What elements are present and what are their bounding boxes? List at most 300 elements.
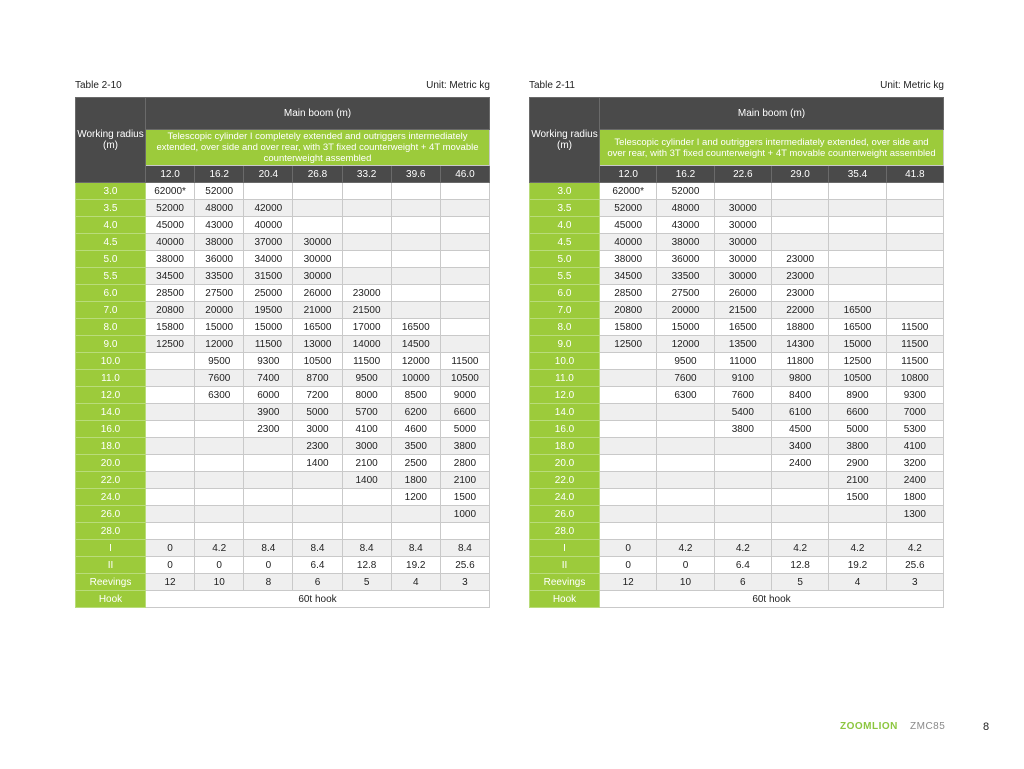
capacity-cell: 12500: [600, 336, 657, 353]
capacity-cell: 37000: [244, 234, 293, 251]
capacity-cell: [657, 523, 714, 540]
capacity-cell: [440, 285, 489, 302]
capacity-cell: 40000: [244, 217, 293, 234]
capacity-cell: 16500: [829, 319, 886, 336]
capacity-cell: 0: [195, 557, 244, 574]
capacity-cell: 38000: [600, 251, 657, 268]
caption-row: [75, 80, 490, 97]
capacity-cell: [440, 251, 489, 268]
capacity-cell: 8.4: [342, 540, 391, 557]
table-row: [530, 370, 944, 387]
capacity-cell: 43000: [657, 217, 714, 234]
table-row: [76, 353, 490, 370]
radius-cell: 9.0: [530, 336, 600, 353]
capacity-cell: 31500: [244, 268, 293, 285]
capacity-cell: 2100: [829, 472, 886, 489]
boom-length-header: 29.0: [771, 166, 828, 183]
radius-cell: 5.5: [530, 268, 600, 285]
capacity-cell: 3000: [293, 421, 342, 438]
capacity-cell: 1500: [829, 489, 886, 506]
capacity-cell: 52000: [657, 183, 714, 200]
capacity-cell: 1400: [293, 455, 342, 472]
capacity-cell: 20000: [657, 302, 714, 319]
capacity-cell: 8500: [391, 387, 440, 404]
capacity-cell: 2300: [244, 421, 293, 438]
boom-length-header: 12.0: [146, 166, 195, 183]
capacity-cell: 30000: [714, 251, 771, 268]
capacity-cell: 12000: [391, 353, 440, 370]
capacity-cell: [195, 421, 244, 438]
capacity-cell: [391, 285, 440, 302]
capacity-cell: 0: [146, 540, 195, 557]
table-row: [530, 421, 944, 438]
capacity-cell: [440, 523, 489, 540]
capacity-cell: [886, 523, 943, 540]
capacity-cell: 6300: [657, 387, 714, 404]
capacity-cell: 11500: [886, 319, 943, 336]
capacity-cell: [195, 438, 244, 455]
radius-cell: 7.0: [76, 302, 146, 319]
table-row: [76, 370, 490, 387]
capacity-cell: [600, 472, 657, 489]
capacity-cell: 30000: [293, 268, 342, 285]
capacity-cell: 1500: [440, 489, 489, 506]
capacity-cell: 23000: [771, 251, 828, 268]
capacity-cell: 10000: [391, 370, 440, 387]
capacity-cell: 42000: [244, 200, 293, 217]
table-row: [76, 557, 490, 574]
capacity-cell: 7000: [886, 404, 943, 421]
capacity-cell: 26000: [293, 285, 342, 302]
capacity-cell: [342, 251, 391, 268]
capacity-cell: 33500: [195, 268, 244, 285]
capacity-cell: 4.2: [657, 540, 714, 557]
capacity-cell: 30000: [293, 251, 342, 268]
capacity-cell: 10: [195, 574, 244, 591]
table-row: [76, 404, 490, 421]
table-row: [76, 319, 490, 336]
radius-cell: 26.0: [76, 506, 146, 523]
capacity-cell: 8: [244, 574, 293, 591]
capacity-cell: [293, 183, 342, 200]
capacity-cell: 15000: [244, 319, 293, 336]
capacity-cell: 7600: [714, 387, 771, 404]
capacity-cell: [600, 404, 657, 421]
capacity-cell: 9300: [886, 387, 943, 404]
table-row: [530, 353, 944, 370]
capacity-cell: [886, 217, 943, 234]
capacity-cell: 7400: [244, 370, 293, 387]
capacity-cell: 13500: [714, 336, 771, 353]
capacity-cell: [829, 251, 886, 268]
capacity-cell: 0: [244, 557, 293, 574]
boom-length-header: 46.0: [440, 166, 489, 183]
capacity-cell: [244, 472, 293, 489]
table-row: [76, 472, 490, 489]
capacity-cell: [195, 455, 244, 472]
capacity-cell: 20000: [195, 302, 244, 319]
radius-cell: 28.0: [530, 523, 600, 540]
capacity-cell: [771, 217, 828, 234]
capacity-cell: [714, 472, 771, 489]
page-footer: [0, 721, 1024, 737]
table-row: [530, 574, 944, 591]
table-row: [530, 540, 944, 557]
capacity-cell: [146, 455, 195, 472]
radius-cell: 16.0: [530, 421, 600, 438]
capacity-cell: 2300: [293, 438, 342, 455]
capacity-cell: 34000: [244, 251, 293, 268]
capacity-cell: 15000: [829, 336, 886, 353]
capacity-cell: [657, 455, 714, 472]
boom-length-header: 16.2: [657, 166, 714, 183]
capacity-cell: [244, 438, 293, 455]
capacity-cell: 11500: [440, 353, 489, 370]
capacity-cell: [600, 455, 657, 472]
boom-length-header: 35.4: [829, 166, 886, 183]
capacity-cell: [829, 183, 886, 200]
capacity-cell: 15800: [146, 319, 195, 336]
boom-length-header: 20.4: [244, 166, 293, 183]
capacity-cell: 6.4: [714, 557, 771, 574]
radius-cell: 8.0: [76, 319, 146, 336]
radius-cell: 3.5: [530, 200, 600, 217]
radius-cell: 5.5: [76, 268, 146, 285]
capacity-cell: 14000: [342, 336, 391, 353]
table-row: [530, 472, 944, 489]
capacity-cell: 16500: [391, 319, 440, 336]
capacity-cell: [342, 489, 391, 506]
capacity-cell: 8400: [771, 387, 828, 404]
capacity-cell: 6: [293, 574, 342, 591]
capacity-cell: 1800: [391, 472, 440, 489]
table-row: [530, 557, 944, 574]
capacity-cell: [714, 438, 771, 455]
capacity-cell: 6100: [771, 404, 828, 421]
capacity-cell: 2500: [391, 455, 440, 472]
capacity-cell: [244, 489, 293, 506]
capacity-cell: 25.6: [886, 557, 943, 574]
capacity-cell: [714, 183, 771, 200]
capacity-cell: 4100: [886, 438, 943, 455]
capacity-cell: 52000: [600, 200, 657, 217]
capacity-cell: 30000: [714, 217, 771, 234]
capacity-cell: 33500: [657, 268, 714, 285]
working-radius-header: Working radius (m): [76, 98, 146, 183]
capacity-cell: 6200: [391, 404, 440, 421]
capacity-cell: [293, 217, 342, 234]
capacity-cell: 4600: [391, 421, 440, 438]
capacity-cell: 23000: [342, 285, 391, 302]
capacity-cell: 9500: [657, 353, 714, 370]
capacity-cell: [146, 370, 195, 387]
capacity-cell: 21500: [714, 302, 771, 319]
capacity-cell: 4.2: [886, 540, 943, 557]
capacity-cell: [829, 523, 886, 540]
brand-logo: ZOOMLION: [840, 721, 898, 732]
capacity-cell: [440, 336, 489, 353]
capacity-cell: [600, 370, 657, 387]
capacity-cell: 11500: [886, 353, 943, 370]
radius-cell: 6.0: [76, 285, 146, 302]
capacity-cell: 40000: [146, 234, 195, 251]
capacity-cell: [714, 523, 771, 540]
capacity-cell: [886, 268, 943, 285]
capacity-cell: [391, 302, 440, 319]
table-row: [530, 438, 944, 455]
capacity-cell: [657, 421, 714, 438]
boom-length-header: 33.2: [342, 166, 391, 183]
capacity-cell: 3000: [342, 438, 391, 455]
capacity-cell: 40000: [600, 234, 657, 251]
capacity-cell: [293, 506, 342, 523]
capacity-cell: 6.4: [293, 557, 342, 574]
capacity-cell: [714, 489, 771, 506]
capacity-cell: 38000: [657, 234, 714, 251]
radius-cell: II: [530, 557, 600, 574]
capacity-cell: 28500: [146, 285, 195, 302]
capacity-cell: 7600: [195, 370, 244, 387]
capacity-cell: [771, 523, 828, 540]
page-number: 8: [983, 721, 990, 733]
capacity-cell: 5: [771, 574, 828, 591]
radius-cell: 4.0: [530, 217, 600, 234]
table-row: [76, 336, 490, 353]
telescopic-condition-note: Telescopic cylinder I and outriggers intermediately extended, over side and over rear, with 3T fixed counterweight + 4T movable counterweight assembled: [600, 130, 944, 166]
capacity-cell: 19.2: [391, 557, 440, 574]
capacity-cell: 1300: [886, 506, 943, 523]
capacity-cell: 18800: [771, 319, 828, 336]
capacity-cell: 10: [657, 574, 714, 591]
capacity-cell: 21500: [342, 302, 391, 319]
working-radius-header: Working radius (m): [530, 98, 600, 183]
capacity-cell: [886, 302, 943, 319]
radius-cell: 5.0: [76, 251, 146, 268]
capacity-cell: 28500: [600, 285, 657, 302]
table-row: [530, 183, 944, 200]
capacity-cell: 9100: [714, 370, 771, 387]
radius-cell: 10.0: [530, 353, 600, 370]
capacity-cell: [440, 319, 489, 336]
capacity-cell: 16500: [293, 319, 342, 336]
capacity-cell: 12.8: [342, 557, 391, 574]
capacity-cell: [829, 217, 886, 234]
capacity-cell: 48000: [195, 200, 244, 217]
capacity-cell: 45000: [600, 217, 657, 234]
capacity-cell: 12000: [195, 336, 244, 353]
table-row: [76, 438, 490, 455]
capacity-cell: 34500: [146, 268, 195, 285]
capacity-cell: 38000: [146, 251, 195, 268]
capacity-cell: 4.2: [829, 540, 886, 557]
capacity-cell: 38000: [195, 234, 244, 251]
radius-cell: 3.5: [76, 200, 146, 217]
capacity-cell: 27500: [657, 285, 714, 302]
capacity-cell: 3800: [440, 438, 489, 455]
capacity-cell: 25.6: [440, 557, 489, 574]
capacity-cell: [714, 455, 771, 472]
capacity-cell: [244, 455, 293, 472]
capacity-cell: 26000: [714, 285, 771, 302]
capacity-cell: [244, 523, 293, 540]
capacity-cell: 0: [600, 557, 657, 574]
capacity-cell: [600, 506, 657, 523]
capacity-cell: 7600: [657, 370, 714, 387]
capacity-cell: 2100: [342, 455, 391, 472]
capacity-cell: 4: [391, 574, 440, 591]
capacity-cell: [146, 523, 195, 540]
capacity-cell: 48000: [657, 200, 714, 217]
capacity-cell: [293, 200, 342, 217]
capacity-cell: 19500: [244, 302, 293, 319]
capacity-cell: [771, 200, 828, 217]
table-row: [530, 523, 944, 540]
radius-cell: 18.0: [76, 438, 146, 455]
table-row: [530, 404, 944, 421]
table-row: [76, 302, 490, 319]
capacity-cell: [391, 234, 440, 251]
capacity-cell: [600, 523, 657, 540]
caption-row: [529, 80, 944, 97]
capacity-cell: 4100: [342, 421, 391, 438]
table-row: [530, 455, 944, 472]
capacity-cell: 12.8: [771, 557, 828, 574]
capacity-cell: 4.2: [771, 540, 828, 557]
capacity-cell: 36000: [195, 251, 244, 268]
table-panel-2-10: [75, 80, 490, 608]
table-row: [76, 183, 490, 200]
capacity-cell: [440, 183, 489, 200]
capacity-cell: [195, 523, 244, 540]
table-row: [530, 336, 944, 353]
radius-cell: II: [76, 557, 146, 574]
capacity-cell: [600, 353, 657, 370]
capacity-cell: [714, 506, 771, 523]
capacity-cell: 12500: [146, 336, 195, 353]
radius-cell: 12.0: [76, 387, 146, 404]
capacity-cell: [195, 506, 244, 523]
radius-cell: 14.0: [76, 404, 146, 421]
capacity-cell: [146, 387, 195, 404]
capacity-cell: 3: [886, 574, 943, 591]
hook-value-cell: 60t hook: [146, 591, 490, 608]
header-row: [530, 98, 944, 130]
capacity-cell: [391, 506, 440, 523]
capacity-cell: 1200: [391, 489, 440, 506]
table-row: [76, 540, 490, 557]
capacity-cell: [886, 200, 943, 217]
radius-cell: 11.0: [76, 370, 146, 387]
capacity-cell: [829, 268, 886, 285]
capacity-cell: 11800: [771, 353, 828, 370]
boom-length-header: 12.0: [600, 166, 657, 183]
capacity-cell: 13000: [293, 336, 342, 353]
capacity-cell: 21000: [293, 302, 342, 319]
capacity-cell: [342, 200, 391, 217]
capacity-cell: [146, 438, 195, 455]
radius-cell: 18.0: [530, 438, 600, 455]
capacity-cell: 14500: [391, 336, 440, 353]
table-row: [76, 200, 490, 217]
capacity-cell: 5000: [440, 421, 489, 438]
capacity-cell: [829, 200, 886, 217]
capacity-cell: 4.2: [714, 540, 771, 557]
table-caption: Table 2-10: [75, 80, 122, 91]
radius-cell: I: [530, 540, 600, 557]
capacity-cell: 10500: [293, 353, 342, 370]
capacity-cell: 34500: [600, 268, 657, 285]
hook-row: [530, 591, 944, 608]
capacity-cell: [146, 404, 195, 421]
capacity-cell: 9800: [771, 370, 828, 387]
table-row: [530, 387, 944, 404]
capacity-cell: 10800: [886, 370, 943, 387]
capacity-cell: 6: [714, 574, 771, 591]
capacity-cell: [293, 489, 342, 506]
radius-cell: 3.0: [76, 183, 146, 200]
capacity-cell: 16500: [829, 302, 886, 319]
capacity-cell: 8000: [342, 387, 391, 404]
capacity-cell: 5000: [293, 404, 342, 421]
capacity-cell: [146, 506, 195, 523]
capacity-cell: [195, 472, 244, 489]
radius-cell: 5.0: [530, 251, 600, 268]
capacity-cell: [886, 251, 943, 268]
radius-cell: 4.0: [76, 217, 146, 234]
radius-cell: 7.0: [530, 302, 600, 319]
capacity-cell: 30000: [293, 234, 342, 251]
capacity-cell: 22000: [771, 302, 828, 319]
radius-cell: 28.0: [76, 523, 146, 540]
radius-cell: 4.5: [76, 234, 146, 251]
capacity-cell: 3500: [391, 438, 440, 455]
radius-cell: 26.0: [530, 506, 600, 523]
radius-cell: 6.0: [530, 285, 600, 302]
radius-cell: I: [76, 540, 146, 557]
capacity-cell: 62000*: [146, 183, 195, 200]
capacity-cell: 8.4: [440, 540, 489, 557]
capacity-cell: [391, 523, 440, 540]
capacity-cell: 16500: [714, 319, 771, 336]
table-row: [530, 251, 944, 268]
capacity-cell: 12500: [829, 353, 886, 370]
hook-value-cell: 60t hook: [600, 591, 944, 608]
capacity-cell: 7200: [293, 387, 342, 404]
hook-row: [76, 591, 490, 608]
table-row: [530, 302, 944, 319]
capacity-cell: [886, 183, 943, 200]
capacity-cell: 9500: [195, 353, 244, 370]
radius-cell: 10.0: [76, 353, 146, 370]
capacity-cell: 20800: [146, 302, 195, 319]
capacity-cell: [771, 489, 828, 506]
capacity-cell: 3: [440, 574, 489, 591]
capacity-cell: 11500: [342, 353, 391, 370]
capacity-cell: [440, 200, 489, 217]
capacity-cell: [657, 404, 714, 421]
capacity-cell: 5000: [829, 421, 886, 438]
capacity-cell: 30000: [714, 268, 771, 285]
capacity-cell: [391, 251, 440, 268]
capacity-cell: 2400: [771, 455, 828, 472]
capacity-cell: 5400: [714, 404, 771, 421]
capacity-cell: 15000: [657, 319, 714, 336]
capacity-cell: 6600: [829, 404, 886, 421]
capacity-cell: 3900: [244, 404, 293, 421]
radius-cell: 20.0: [76, 455, 146, 472]
capacity-cell: 43000: [195, 217, 244, 234]
capacity-cell: 15800: [600, 319, 657, 336]
